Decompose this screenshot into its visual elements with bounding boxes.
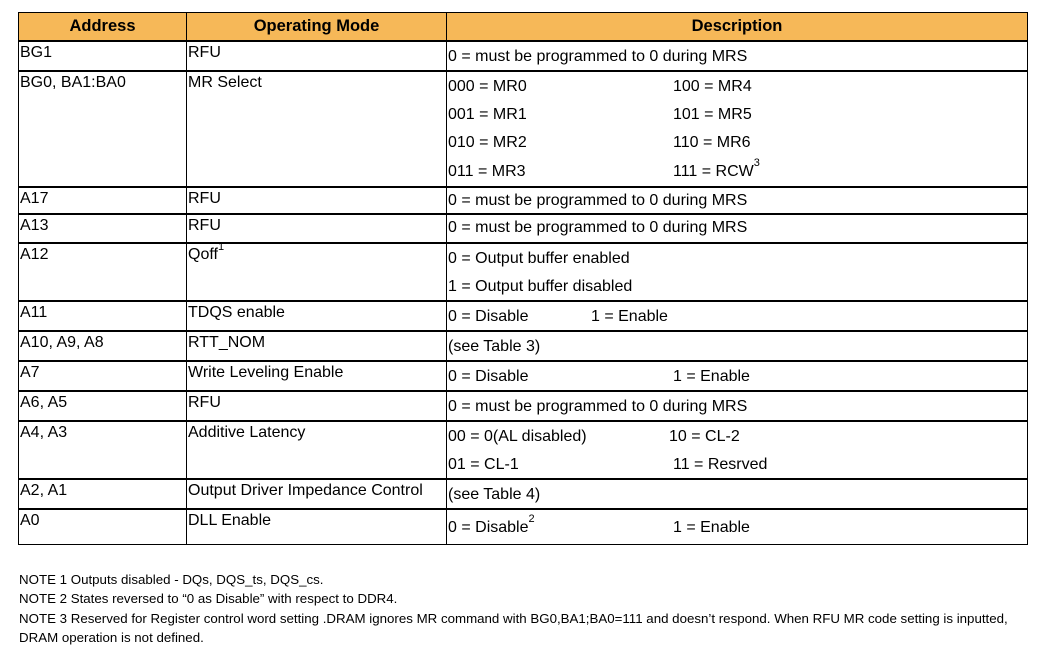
note-3: NOTE 3 Reserved for Register control word setting .DRAM ignores MR command with BG0,BA1;BA0=111 and doesn’t respond. When RFU MR code setting is inputted, DRAM operation is not defined. <box>19 610 1008 646</box>
disable-label: 0 = Disable <box>448 518 529 536</box>
footnotes <box>19 570 1029 648</box>
qoff-label: Qoff <box>188 246 218 263</box>
description-value: 1 = Enable <box>673 367 750 385</box>
description-value: 1 = Enable <box>673 518 750 536</box>
description-line: (see Table 4) <box>448 485 541 503</box>
description-line: 0 = must be programmed to 0 during MRS <box>448 47 748 65</box>
table-row <box>19 509 1028 545</box>
mode-cell: RFU <box>187 214 447 243</box>
address-cell: A17 <box>19 187 187 214</box>
address-cell: A11 <box>19 301 187 331</box>
description-line: 0 = must be programmed to 0 during MRS <box>448 397 748 415</box>
description-line <box>447 362 1027 390</box>
note-ref: 2 <box>528 513 535 526</box>
table-row <box>19 41 1028 71</box>
description-value: 010 = MR2 <box>448 133 527 151</box>
table-row <box>19 71 1028 187</box>
description-value: 00 = 0(AL disabled) <box>448 427 587 445</box>
table-row <box>19 187 1028 214</box>
header-operating-mode: Operating Mode <box>187 13 447 42</box>
description-value: 100 = MR4 <box>673 77 752 95</box>
note-2: NOTE 2 States reversed to “0 as Disable” with respect to DDR4. <box>19 591 398 607</box>
description-value: 101 = MR5 <box>673 105 752 123</box>
mode-cell: TDQS enable <box>187 301 447 331</box>
description-line <box>447 422 1027 450</box>
table-row <box>19 479 1028 509</box>
description-value: 011 = MR3 <box>448 162 526 180</box>
address-cell: BG0, BA1:BA0 <box>19 71 187 187</box>
mode-cell <box>187 240 447 301</box>
mode-cell: RFU <box>187 187 447 214</box>
description-value: 0 = Disable <box>448 367 529 385</box>
description-value: 1 = Enable <box>591 307 668 325</box>
address-cell: A12 <box>19 243 187 301</box>
table-header-row <box>19 13 1028 42</box>
description-line <box>447 302 1027 330</box>
mode-cell: MR Select <box>187 71 447 187</box>
description-cell <box>447 479 1028 509</box>
mode-cell: DLL Enable <box>187 509 447 545</box>
address-cell: A4, A3 <box>19 421 187 479</box>
description-line <box>447 128 1027 156</box>
mode-cell: RTT_NOM <box>187 331 447 361</box>
address-cell: A13 <box>19 214 187 243</box>
mode-cell: Write Leveling Enable <box>187 361 447 391</box>
description-cell <box>447 71 1028 187</box>
description-value <box>673 157 760 181</box>
description-cell <box>447 509 1028 545</box>
table-row <box>19 361 1028 391</box>
description-value: 001 = MR1 <box>448 105 527 123</box>
description-value: 01 = CL-1 <box>448 455 519 473</box>
description-value: 11 = Resrved <box>673 455 768 473</box>
note-ref: 1 <box>217 240 225 253</box>
description-line: 0 = must be programmed to 0 during MRS <box>448 192 748 209</box>
description-value: 110 = MR6 <box>673 133 751 151</box>
table-row <box>19 331 1028 361</box>
address-cell: A0 <box>19 509 187 545</box>
description-value: 0 = Disable <box>448 307 529 325</box>
description-cell <box>447 243 1028 301</box>
address-cell: A10, A9, A8 <box>19 331 187 361</box>
description-value: 10 = CL-2 <box>669 427 740 445</box>
mode-cell: Output Driver Impedance Control <box>187 479 447 509</box>
table-row <box>19 421 1028 479</box>
address-cell: A6, A5 <box>19 391 187 421</box>
description-line <box>447 100 1027 128</box>
address-cell: A2, A1 <box>19 479 187 509</box>
description-line: 0 = must be programmed to 0 during MRS <box>448 219 748 236</box>
description-line <box>447 450 1027 478</box>
mode-cell: RFU <box>187 391 447 421</box>
table-row <box>19 243 1028 301</box>
address-cell: BG1 <box>19 41 187 71</box>
rcw-label: 111 = RCW <box>673 162 754 180</box>
description-cell <box>447 301 1028 331</box>
description-line: (see Table 3) <box>448 337 541 355</box>
mode-cell: RFU <box>187 41 447 71</box>
table-row <box>19 391 1028 421</box>
description-cell <box>447 391 1028 421</box>
description-line: 1 = Output buffer disabled <box>448 277 633 295</box>
description-line: 0 = Output buffer enabled <box>448 249 630 267</box>
description-line <box>447 156 1027 186</box>
description-cell <box>447 361 1028 391</box>
header-description: Description <box>447 13 1028 42</box>
mode-register-table <box>18 12 1028 545</box>
note-1: NOTE 1 Outputs disabled - DQs, DQS_ts, DQS_cs. <box>19 572 324 587</box>
description-cell <box>447 331 1028 361</box>
mode-cell: Additive Latency <box>187 421 447 479</box>
description-line <box>447 72 1027 100</box>
description-cell <box>447 187 1028 214</box>
description-cell <box>447 41 1028 71</box>
description-value <box>448 513 673 537</box>
table-row <box>19 301 1028 331</box>
address-cell: A7 <box>19 361 187 391</box>
description-cell <box>447 421 1028 479</box>
description-line <box>447 510 1027 544</box>
description-cell <box>447 214 1028 243</box>
header-address: Address <box>19 13 187 42</box>
description-value: 000 = MR0 <box>448 77 527 95</box>
table-row <box>19 214 1028 243</box>
note-ref: 3 <box>753 157 760 170</box>
